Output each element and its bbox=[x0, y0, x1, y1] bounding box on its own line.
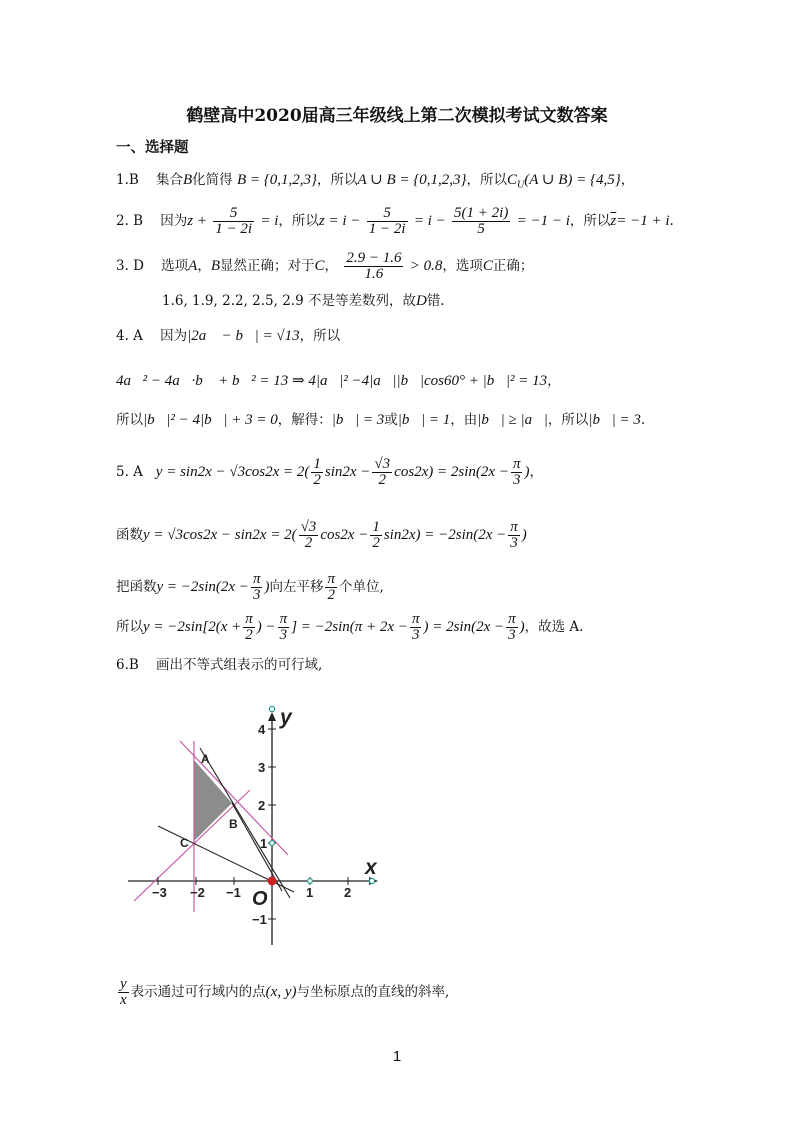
fraction-numerator: √3 bbox=[300, 519, 317, 535]
q5-math: ) bbox=[521, 527, 527, 543]
q2-text: ，所以 bbox=[278, 213, 319, 229]
fraction-numerator: π bbox=[279, 611, 288, 627]
q3-text: 1.6, 1.9, 2.2, 2.5, 2.9 不是等差数列，故 bbox=[162, 293, 416, 309]
q4-math: |b⃗| = 3 bbox=[331, 412, 385, 428]
q6-fraction bbox=[118, 977, 129, 1008]
q6-text: 表示通过可行域内的点 bbox=[130, 984, 266, 1000]
q6-math: (x, y) bbox=[265, 984, 297, 1000]
fraction-numerator: π bbox=[252, 571, 261, 587]
fraction-denominator: 2 bbox=[372, 535, 380, 551]
q5-math: ) bbox=[519, 619, 525, 635]
fraction-denominator: 3 bbox=[411, 627, 420, 643]
fraction-denominator: 2 bbox=[313, 472, 321, 488]
q3-text: 显然正确；对于 bbox=[220, 258, 315, 274]
q2-fraction bbox=[452, 206, 510, 237]
q4-text: ，解得： bbox=[277, 412, 332, 428]
y-tick-label: 1 bbox=[260, 836, 268, 851]
q5-fraction bbox=[311, 457, 323, 488]
fraction-numerator: π bbox=[510, 519, 518, 535]
q5-text: 把函数 bbox=[116, 579, 157, 595]
q3-number: 3. D bbox=[116, 258, 144, 274]
y-tick-label: 2 bbox=[258, 798, 266, 813]
q3-var: C bbox=[314, 258, 325, 274]
q5-fraction bbox=[370, 520, 382, 551]
point-label-a: A bbox=[201, 752, 210, 766]
q4-math: |2a⃗ − b⃗| = √13 bbox=[187, 328, 300, 344]
q5-text: 个单位, bbox=[338, 579, 384, 595]
x-tick-label: −1 bbox=[226, 885, 241, 900]
q4-math: 4a⃗² − 4a⃗·b⃗ + b⃗² = 13 ⇒ 4|a⃗|² −4|a⃗||b⃗|cos60° + |b⃗|² = 13 bbox=[116, 373, 548, 389]
point-label-c: C bbox=[180, 836, 189, 850]
fraction-numerator: π bbox=[245, 611, 253, 627]
fraction-denominator: 3 bbox=[279, 627, 288, 643]
answer-q6 bbox=[116, 655, 322, 675]
q4-text: 或 bbox=[384, 412, 398, 428]
q5-fraction bbox=[508, 520, 520, 551]
q5-math: ) bbox=[264, 579, 270, 595]
q3-text: 选项 bbox=[161, 258, 189, 274]
marker-dot bbox=[270, 841, 275, 846]
fraction-denominator: x bbox=[120, 992, 127, 1008]
q5-math: sin2x − bbox=[324, 464, 371, 480]
q5-text: ，故选 A. bbox=[524, 619, 584, 635]
y-tick-label: 3 bbox=[258, 760, 266, 775]
answer-q2 bbox=[116, 205, 674, 237]
q1-text: ，所以 bbox=[466, 172, 507, 188]
q4-text: ，由 bbox=[450, 412, 478, 428]
q3-text: 错. bbox=[426, 293, 445, 309]
answer-q5-line4 bbox=[116, 610, 583, 644]
q2-math: = −1 + i bbox=[616, 213, 670, 229]
fraction-numerator: 2.9 − 1.6 bbox=[346, 250, 402, 266]
answer-q5-line2 bbox=[116, 518, 527, 552]
answer-q5-line3 bbox=[116, 570, 384, 604]
line-through-origin-a bbox=[200, 748, 290, 898]
q5-fraction bbox=[325, 572, 337, 603]
fraction-denominator: 2 bbox=[327, 587, 335, 603]
q1-number: 1.B bbox=[116, 172, 139, 188]
marker-dot bbox=[269, 706, 274, 711]
answer-q5 bbox=[116, 455, 543, 489]
q5-math: cos2x) = 2sin(2x − bbox=[394, 464, 509, 480]
fraction-denominator: 5 bbox=[477, 221, 485, 237]
q2-fraction bbox=[367, 206, 408, 237]
fraction-denominator: 3 bbox=[252, 587, 261, 603]
q5-fraction bbox=[299, 520, 319, 551]
q4-math: |b⃗| = 3 bbox=[588, 412, 641, 428]
answer-q4 bbox=[116, 326, 340, 346]
feasible-region-graph bbox=[120, 700, 400, 950]
q5-math: ) bbox=[524, 464, 530, 480]
fraction-denominator: 1 − 2i bbox=[368, 221, 406, 237]
origin-label: O bbox=[252, 888, 268, 910]
fraction-numerator: √3 bbox=[374, 456, 391, 472]
fraction-numerator: 5 bbox=[213, 206, 254, 222]
fraction-denominator: 1.6 bbox=[364, 266, 384, 282]
fraction-denominator: 3 bbox=[510, 535, 518, 551]
q5-math: y = sin2x − √3cos2x = 2( bbox=[155, 464, 310, 480]
answer-q6-line2 bbox=[116, 975, 449, 1009]
q2-number: 2. B bbox=[116, 213, 144, 229]
y-tick-label: −1 bbox=[252, 912, 267, 927]
page-number: 1 bbox=[392, 1048, 402, 1065]
q4-text: 因为 bbox=[160, 328, 188, 344]
fraction-numerator: y bbox=[120, 976, 127, 992]
x-tick-label: −2 bbox=[190, 885, 205, 900]
q4-math: |b⃗|² − 4|b⃗| + 3 = 0 bbox=[143, 412, 278, 428]
q5-math: ] = −2sin(π + 2x − bbox=[291, 619, 408, 635]
x-axis-label: x bbox=[365, 856, 377, 879]
fraction-numerator: 1 bbox=[372, 519, 380, 535]
q2-math: = i − bbox=[413, 213, 446, 229]
q6-text: 画出不等式组表示的可行域, bbox=[155, 657, 323, 673]
q6-number: 6.B bbox=[116, 657, 139, 673]
q5-math: sin2x) = −2sin(2x − bbox=[383, 527, 507, 543]
fraction-denominator: 3 bbox=[512, 472, 521, 488]
fraction-numerator: 5(1 + 2i) bbox=[454, 205, 509, 221]
y-tick-label: 4 bbox=[258, 722, 266, 737]
answer-q1 bbox=[116, 170, 634, 196]
q4-text: . bbox=[640, 412, 646, 428]
q4-text: ，所以 bbox=[299, 328, 341, 344]
q1-text: 集合 bbox=[155, 172, 183, 188]
q4-math: |b⃗| = 1 bbox=[397, 412, 451, 428]
q1-var: B bbox=[182, 172, 193, 188]
q1-math: C bbox=[507, 172, 518, 188]
q1-text: 化简得 bbox=[192, 172, 233, 188]
q2-math: = i bbox=[260, 213, 279, 229]
q5-fraction bbox=[278, 612, 290, 643]
q5-text: 向左平移 bbox=[269, 579, 324, 595]
q5-text: 所以 bbox=[116, 619, 143, 635]
q5-text: ， bbox=[529, 464, 543, 480]
q2-fraction bbox=[213, 206, 254, 237]
q3-text: ， bbox=[197, 258, 211, 274]
q5-math: ) − bbox=[256, 619, 276, 635]
q1-text: ，所以 bbox=[317, 172, 358, 188]
fraction-numerator: 1 bbox=[313, 456, 321, 472]
fraction-numerator: 5 bbox=[367, 206, 408, 222]
q3-var: D bbox=[415, 293, 427, 309]
q3-var: A bbox=[188, 258, 198, 274]
y-axis-arrow bbox=[268, 712, 276, 721]
q3-var: C bbox=[482, 258, 493, 274]
q5-number: 5. A bbox=[116, 464, 143, 480]
q3-var: B bbox=[210, 258, 221, 274]
origin-point bbox=[268, 877, 277, 886]
fraction-denominator: 2 bbox=[304, 535, 313, 551]
q1-math: (A ∪ B) = {4,5} bbox=[524, 172, 621, 188]
fraction-numerator: π bbox=[411, 611, 420, 627]
q3-math: > 0.8 bbox=[409, 258, 443, 274]
q2-math: = −1 − i bbox=[516, 213, 570, 229]
fraction-denominator: 2 bbox=[245, 627, 253, 643]
answer-q3-line2 bbox=[162, 291, 445, 311]
y-axis-label: y bbox=[280, 706, 292, 729]
x-tick-label: 2 bbox=[344, 885, 352, 900]
q2-math: z = i − bbox=[318, 213, 361, 229]
q5-fraction bbox=[243, 612, 255, 643]
q2-math: z + bbox=[187, 213, 207, 229]
q5-fraction bbox=[506, 612, 518, 643]
q3-fraction bbox=[344, 251, 403, 282]
answer-q4-line3 bbox=[116, 410, 645, 430]
q2-conjugate: $\overline{z}$ bbox=[610, 213, 617, 229]
q5-text: 函数 bbox=[116, 527, 143, 543]
feasible-region bbox=[194, 760, 232, 841]
q1-text: ， bbox=[620, 172, 635, 188]
q4-number: 4. A bbox=[116, 328, 143, 344]
q4-text: ，所以 bbox=[547, 412, 589, 428]
q3-text: 正确； bbox=[492, 258, 534, 274]
fraction-numerator: π bbox=[512, 456, 521, 472]
q5-fraction bbox=[511, 457, 523, 488]
fraction-denominator: 2 bbox=[378, 472, 387, 488]
section-heading-choice: 一、选择题 bbox=[116, 139, 189, 156]
x-tick-label: −3 bbox=[152, 885, 167, 900]
q1-math: A ∪ B = {0,1,2,3} bbox=[357, 172, 467, 188]
answer-q4-line2 bbox=[116, 371, 561, 391]
answer-q3 bbox=[116, 250, 533, 282]
q2-text: ，所以 bbox=[569, 213, 611, 229]
q5-fraction bbox=[410, 612, 422, 643]
q3-text: ，选项 bbox=[442, 258, 483, 274]
marker-dot bbox=[308, 879, 313, 884]
q1-math: B = {0,1,2,3} bbox=[236, 172, 317, 188]
x-tick-label: 1 bbox=[306, 885, 314, 900]
q2-text: 因为 bbox=[160, 213, 188, 229]
q5-math: ) = 2sin(2x − bbox=[423, 619, 505, 635]
q5-math: y = √3cos2x − sin2x = 2( bbox=[143, 527, 297, 543]
q2-text: . bbox=[669, 213, 674, 229]
q4-text: ， bbox=[547, 373, 561, 389]
fraction-numerator: π bbox=[508, 611, 516, 627]
q5-math: cos2x − bbox=[320, 527, 369, 543]
q3-text: ， bbox=[324, 258, 339, 274]
fraction-denominator: 1 − 2i bbox=[215, 221, 253, 237]
fraction-numerator: π bbox=[327, 571, 335, 587]
marker-dot bbox=[369, 878, 374, 883]
q5-fraction bbox=[251, 572, 263, 603]
q1-math-sub: U bbox=[517, 179, 525, 191]
page-title: 鹤壁高中2020届高三年级线上第二次模拟考试文数答案 bbox=[186, 106, 608, 126]
q5-math: y = −2sin(2x − bbox=[156, 579, 249, 595]
fraction-denominator: 3 bbox=[508, 627, 516, 643]
point-label-b: B bbox=[229, 817, 238, 831]
q6-text: 与坐标原点的直线的斜率, bbox=[296, 984, 450, 1000]
q5-math: y = −2sin[2(x + bbox=[143, 619, 242, 635]
q4-text: 所以 bbox=[116, 412, 143, 428]
q5-fraction bbox=[372, 457, 392, 488]
q4-math: |b⃗| ≥ |a⃗| bbox=[477, 412, 548, 428]
